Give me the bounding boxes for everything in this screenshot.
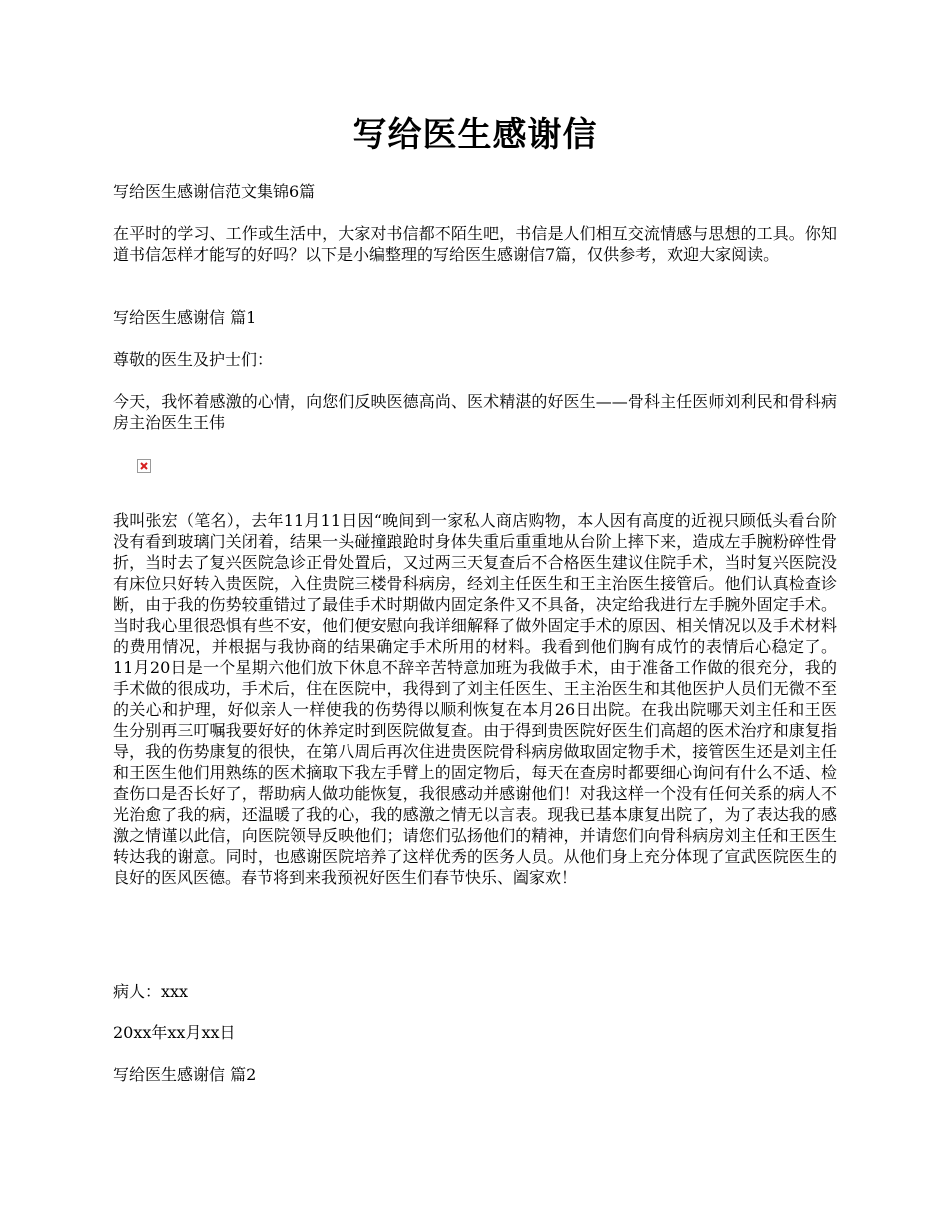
intro-paragraph: 在平时的学习、工作或生活中，大家对书信都不陌生吧，书信是人们相互交流情感与思想的工具。你知道书信怎样才能写的好吗？以下是小编整理的写给医生感谢信7篇，仅供参考，欢迎大家阅读。 (113, 224, 837, 264)
document-subtitle: 写给医生感谢信范文集锦6篇 (113, 182, 316, 201)
letter-body: 我叫张宏（笔名），去年11月11日因“晚间到一家私人商店购物，本人因有高度的近视只顾低头看台阶没有看到玻璃门关闭着，结果一头碰撞踉跄时身体失重后重重地从台阶上摔下来，造成左手腕粉碎性骨折，当时去了复兴医院急诊正骨处置后，又过两三天复查后不合格医生建议住院手术，当时复兴医院没有床位只好转入贵医院，入住贵院三楼骨科病房，经刘主任医生和王主治医生接管后。他们认真检查诊断，由于我的伤势较重错过了最佳手术时期做内固定条件又不具备，决定给我进行左手腕外固定手术。当时我心里很恐惧有些不安，他们便安慰向我详细解释了做外固定手术的原因、相关情况以及手术材料的费用情况，并根据与我协商的结果确定手术所用的材料。我看到他们胸有成竹的表情后心稳定了。11月20日是一个星期六他们放下休息不辞辛苦特意加班为我做手术，由于准备工作做的很充分，我的手术做的很成功，手术后，住在医院中，我得到了刘主任医生、王主治医生和其他医护人员们无微不至的关心和护理，好似亲人一样使我的伤势得以顺利恢复在本月26日出院。在我出院哪天刘主任和王医生分别再三叮嘱我要好好的休养定时到医院做复查。由于得到贵医院好医生们高超的医术治疗和康复指导，我的伤势康复的很快，在第八周后再次住进贵医院骨科病房做取固定物手术，接管医生还是刘主任和王医生他们用熟练的医术摘取下我左手臂上的固定物后，每天在查房时都要细心询问有什么不适、检查伤口是否长好了，帮助病人做功能恢复，我很感动并感谢他们！对我这样一个没有任何关系的病人不光治愈了我的病，还温暖了我的心，我的感激之情无以言表。现我已基本康复出院了，为了表达我的感激之情谨以此信，向医院领导反映他们；请您们弘扬他们的精神，并请您们向骨科病房刘主任和王医生转达我的谢意。同时，也感谢医院培养了这样优秀的医务人员。从他们身上充分体现了宣武医院医生的良好的医风医德。春节将到来我预祝好医生们春节快乐、阖家欢！ (113, 511, 837, 887)
section-2-heading: 写给医生感谢信 篇2 (113, 1065, 257, 1084)
broken-image-icon (137, 459, 151, 473)
opening-paragraph: 今天，我怀着感激的心情，向您们反映医德高尚、医术精湛的好医生——骨科主任医师刘利民和骨科病房主治医生王伟 (113, 392, 837, 432)
section-1-heading: 写给医生感谢信 篇1 (113, 308, 257, 327)
broken-image-cross (138, 460, 150, 472)
signature: 病人：xxx (113, 982, 189, 1001)
letter-date: 20xx年xx月xx日 (113, 1023, 236, 1042)
document-title: 写给医生感谢信 (352, 115, 598, 155)
salutation: 尊敬的医生及护士们： (113, 350, 274, 369)
